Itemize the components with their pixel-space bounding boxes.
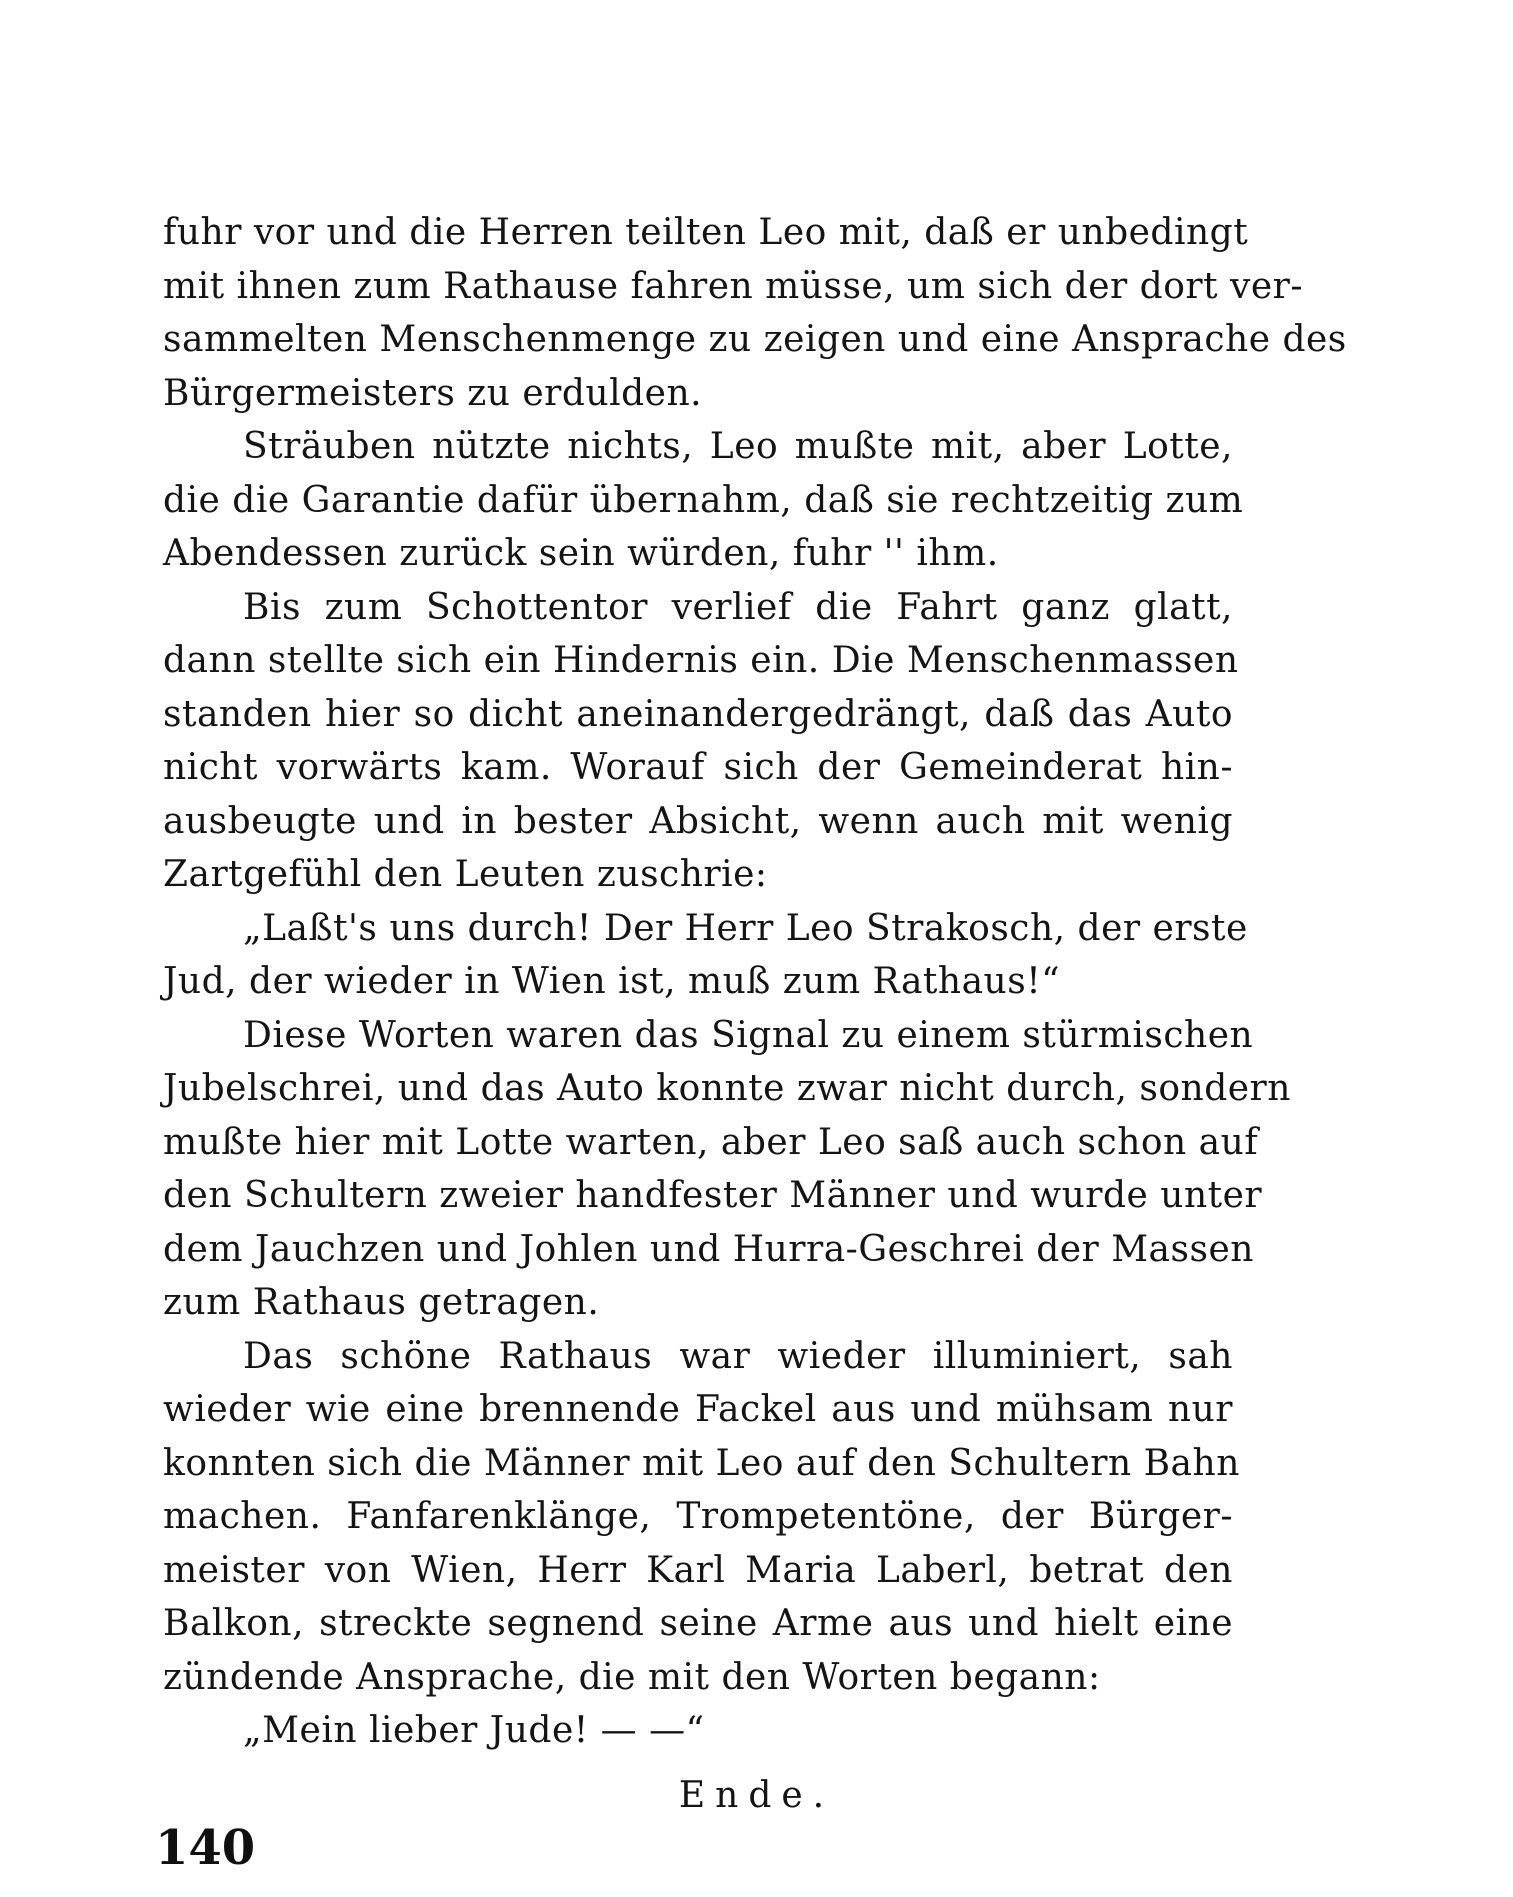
text-line: meister von Wien, Herr Karl Maria Laberl, betrat den [163,1549,1233,1591]
text-line: ausbeugte und in bester Absicht, wenn auch mit wenig [163,800,1233,842]
text-line: Sträuben nützte nichts, Leo mußte mit, aber Lotte, [243,426,1233,467]
text-line: mit ihnen zum Rathause fahren müsse, um sich der dort ver- [163,265,1304,307]
text-line: zum Rathaus getragen. [163,1282,600,1323]
end-marker: Ende. [678,1775,835,1816]
text-line: die die Garantie dafür übernahm, daß sie rechtzeitig zum [163,479,1244,521]
text-line: Bis zum Schottentor verlief die Fahrt ganz glatt, [243,586,1233,628]
text-line: mußte hier mit Lotte warten, aber Leo saß auch schon auf [163,1121,1259,1163]
text-line: Jud, der wieder in Wien ist, muß zum Rathaus!“ [163,961,1061,1002]
text-line: dann stellte sich ein Hindernis ein. Die Menschenmassen [163,640,1239,681]
text-line: nicht vorwärts kam. Worauf sich der Gemeinderat hin- [163,747,1233,788]
text-line: sammelten Menschenmenge zu zeigen und eine Ansprache des [163,319,1347,360]
text-line: den Schultern zweier handfester Männer und wurde unter [163,1175,1263,1216]
text-line: Diese Worten waren das Signal zu einem stürmischen [243,1014,1254,1056]
text-line: „Laßt's uns durch! Der Herr Leo Strakosch, der erste [243,907,1248,949]
body-text [163,206,1347,1758]
text-line: standen hier so dicht aneinandergedrängt, daß das Auto [163,693,1233,735]
page-number: 140 [155,1820,256,1876]
text-line: konnten sich die Männer mit Leo auf den Schultern Bahn [163,1442,1240,1484]
text-line: fuhr vor und die Herren teilten Leo mit, daß er unbedingt [163,212,1249,253]
text-line: Bürgermeisters zu erdulden. [163,372,703,414]
text-line: machen. Fanfarenklänge, Trompetentöne, der Bürger- [163,1496,1233,1537]
text-line: Zartgefühl den Leuten zuschrie: [163,854,768,895]
text-line: „Mein lieber Jude! — —“ [243,1710,705,1751]
text-line: zündende Ansprache, die mit den Worten begann: [163,1656,1101,1698]
text-line: Das schöne Rathaus war wieder illuminiert, sah [243,1335,1233,1377]
text-line: Balkon, streckte segnend seine Arme aus und hielt eine [163,1603,1233,1644]
text-line: wieder wie eine brennende Fackel aus und mühsam nur [163,1389,1233,1430]
text-line: Jubelschrei, und das Auto konnte zwar nicht durch, sondern [163,1068,1291,1109]
text-line: dem Jauchzen und Johlen und Hurra-Geschrei der Massen [163,1228,1254,1270]
text-line: Abendessen zurück sein würden, fuhr '' ihm. [163,533,999,574]
